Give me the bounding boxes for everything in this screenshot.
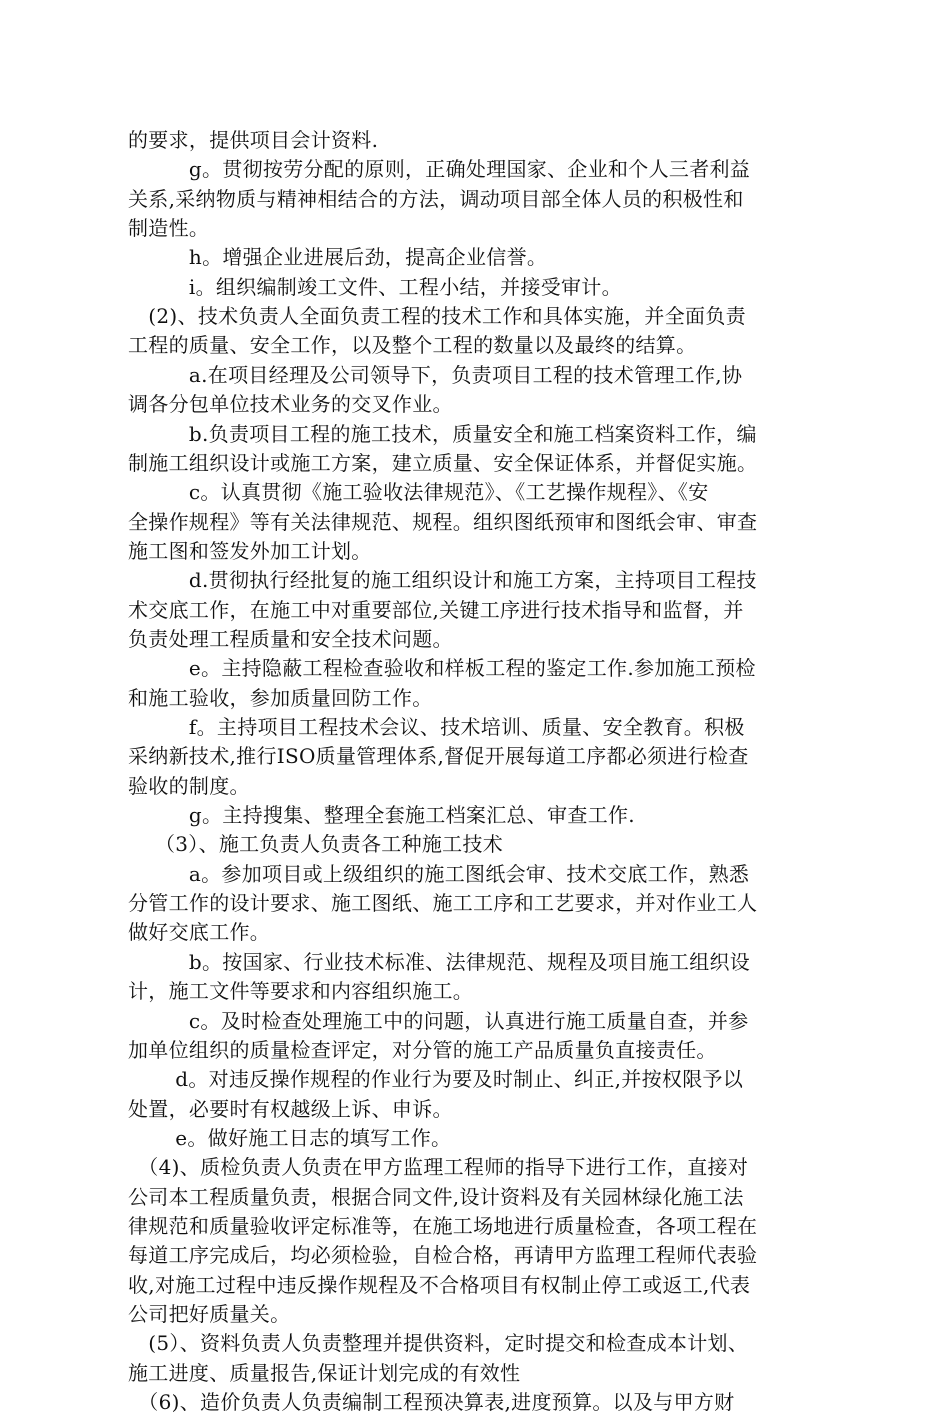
text-line: 做好交底工作。	[128, 920, 271, 945]
text-line: c。及时检查处理施工中的问题，认真进行施工质量自查，并参	[128, 1008, 749, 1033]
text-line: 和施工验收，参加质量回防工作。	[128, 685, 433, 710]
text-line: g。贯彻按劳分配的原则，正确处理国家、企业和个人三者利益	[128, 157, 751, 182]
text-line: i。组织编制竣工文件、工程小结，并接受审计。	[128, 274, 622, 299]
text-line: e。做好施工日志的填写工作。	[128, 1125, 452, 1150]
text-line: 的要求，提供项目会计资料.	[128, 128, 379, 152]
text-line: 全操作规程》等有关法律规范、规程。组织图纸预审和图纸会审、审查	[128, 509, 758, 534]
text-line: 工程的质量、安全工作，以及整个工程的数量以及最终的结算。	[128, 333, 697, 358]
text-line: e。主持隐蔽工程检查验收和样板工程的鉴定工作.参加施工预检	[128, 656, 756, 681]
text-line: 术交底工作，在施工中对重要部位,关键工序进行技术指导和监督，并	[128, 597, 744, 622]
text-line: （6)、造价负责人负责编制工程预决算表,进度预算。以及与甲方财	[128, 1390, 735, 1415]
text-line: 律规范和质量验收评定标准等，在施工场地进行质量检查，各项工程在	[128, 1213, 758, 1238]
text-line: 处置，必要时有权越级上诉、申诉。	[128, 1096, 453, 1121]
text-line: 调各分包单位技术业务的交叉作业。	[128, 392, 453, 417]
text-line: 施工进度、质量报告,保证计划完成的有效性	[128, 1360, 521, 1385]
text-line: 验收的制度。	[128, 773, 250, 798]
text-line: （3）、施工负责人负责各工种施工技术	[128, 832, 504, 857]
text-line: a.在项目经理及公司领导下，负责项目工程的技术管理工作,协	[128, 362, 743, 387]
text-line: b.负责项目工程的施工技术，质量安全和施工档案资料工作，编	[128, 421, 757, 446]
text-line: c。认真贯彻《施工验收法律规范》、《工艺操作规程》、《安	[128, 480, 709, 505]
text-line: 施工图和签发外加工计划。	[128, 538, 372, 563]
text-line: 公司把好质量关。	[128, 1302, 291, 1326]
text-line: 制施工组织设计或施工方案，建立质量、安全保证体系，并督促实施。	[128, 450, 758, 475]
text-line: h。增强企业进展后劲，提高企业信誉。	[128, 245, 548, 270]
text-line: d。对违反操作规程的作业行为要及时制止、纠正,并按权限予以	[128, 1067, 744, 1092]
text-line: （4)、质检负责人负责在甲方监理工程师的指导下进行工作，直接对	[128, 1155, 749, 1180]
text-line: 采纳新技术,推行ISO质量管理体系,督促开展每道工序都必须进行检查	[128, 744, 749, 769]
text-line: 制造性。	[128, 216, 210, 241]
text-line: a。参加项目或上级组织的施工图纸会审、技术交底工作，熟悉	[128, 861, 750, 886]
text-line: 负责处理工程质量和安全技术问题。	[128, 626, 453, 651]
text-line: 计，施工文件等要求和内容组织施工。	[128, 979, 474, 1004]
text-line: d.贯彻执行经批复的施工组织设计和施工方案，主持项目工程技	[128, 568, 757, 593]
text-line: f。主持项目工程技术会议、技术培训、质量、安全教育。积极	[128, 715, 745, 739]
text-line: (5）、资料负责人负责整理并提供资料，定时提交和检查成本计划、	[128, 1331, 749, 1356]
text-line: 收,对施工过程中违反操作规程及不合格项目有权制止停工或返工,代表	[128, 1272, 751, 1297]
text-line: b。按国家、行业技术标准、法律规范、规程及项目施工组织设	[128, 949, 751, 974]
text-line: 关系,采纳物质与精神相结合的方法，调动项目部全体人员的积极性和	[128, 186, 744, 211]
text-line: 分管工作的设计要求、施工图纸、施工工序和工艺要求，并对作业工人	[128, 891, 758, 916]
text-line: 公司本工程质量负责，根据合同文件,设计资料及有关园林绿化施工法	[128, 1184, 744, 1209]
text-line: 加单位组织的质量检查评定，对分管的施工产品质量负直接责任。	[128, 1037, 717, 1062]
text-line: (2)、技术负责人全面负责工程的技术工作和具体实施，并全面负责	[128, 304, 746, 329]
text-line: 每道工序完成后，均必须检验，自检合格，再请甲方监理工程师代表验	[128, 1243, 758, 1268]
text-line: g。主持搜集、整理全套施工档案汇总、审查工作.	[128, 803, 635, 828]
